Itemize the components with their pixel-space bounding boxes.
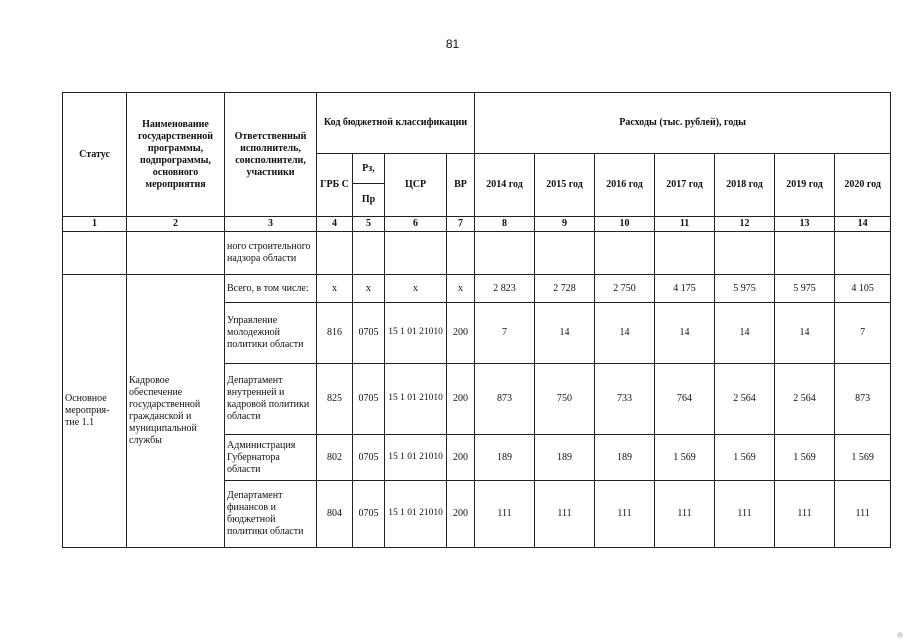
header-year-2019: 2019 год — [775, 154, 835, 217]
value-cell: 873 — [475, 364, 535, 435]
value-cell: 750 — [535, 364, 595, 435]
grbs-cell: 804 — [317, 481, 353, 548]
column-number: 5 — [353, 217, 385, 232]
header-vr: ВР — [447, 154, 475, 217]
value-cell: 111 — [475, 481, 535, 548]
column-number: 14 — [835, 217, 891, 232]
header-status: Статус — [63, 93, 127, 217]
rzpr-cell: х — [353, 275, 385, 303]
column-number: 3 — [225, 217, 317, 232]
value-cell: 764 — [655, 364, 715, 435]
vr-cell: 200 — [447, 364, 475, 435]
header-year-2018: 2018 год — [715, 154, 775, 217]
rzpr-cell: 0705 — [353, 303, 385, 364]
main-event-name: Кадровое обеспечение государственной гражданской и муниципальной службы — [127, 275, 225, 548]
vr-cell: х — [447, 275, 475, 303]
value-cell: 2 564 — [775, 364, 835, 435]
value-cell: 7 — [475, 303, 535, 364]
header-csr: ЦСР — [385, 154, 447, 217]
column-number: 10 — [595, 217, 655, 232]
executor-cell: Всего, в том числе: — [225, 275, 317, 303]
value-cell: 14 — [715, 303, 775, 364]
value-cell: 2 823 — [475, 275, 535, 303]
value-cell: 14 — [535, 303, 595, 364]
value-cell: 189 — [475, 435, 535, 481]
value-cell: 7 — [835, 303, 891, 364]
vr-cell: 200 — [447, 303, 475, 364]
value-cell: 1 569 — [655, 435, 715, 481]
rzpr-cell: 0705 — [353, 481, 385, 548]
column-number-row — [63, 217, 891, 232]
rzpr-cell: 0705 — [353, 435, 385, 481]
value-cell: 189 — [595, 435, 655, 481]
page-number: 81 — [445, 37, 460, 51]
header-program-name: Наименование государственной программы, подпрограммы, основного мероприятия — [127, 93, 225, 217]
value-cell: 111 — [595, 481, 655, 548]
header-year-2020: 2020 год — [835, 154, 891, 217]
executor-cell: Администрация Губернатора области — [225, 435, 317, 481]
csr-cell: х — [385, 275, 447, 303]
main-event-status: Основное мероприя- тие 1.1 — [63, 275, 127, 548]
value-cell: 1 569 — [775, 435, 835, 481]
header-year-2016: 2016 год — [595, 154, 655, 217]
column-number: 2 — [127, 217, 225, 232]
csr-cell: 15 1 01 21010 — [385, 435, 447, 481]
value-cell: 14 — [655, 303, 715, 364]
header-year-2015: 2015 год — [535, 154, 595, 217]
value-cell: 733 — [595, 364, 655, 435]
executor-cell: Департамент внутренней и кадровой политики области — [225, 364, 317, 435]
continuation-executor: ного строительного надзора области — [225, 232, 317, 275]
value-cell: 1 569 — [715, 435, 775, 481]
scan-mark-dot — [897, 632, 903, 638]
grbs-cell: х — [317, 275, 353, 303]
value-cell: 1 569 — [835, 435, 891, 481]
header-rz: Рз, — [353, 154, 385, 184]
value-cell: 5 975 — [715, 275, 775, 303]
vr-cell: 200 — [447, 435, 475, 481]
column-number: 4 — [317, 217, 353, 232]
rzpr-cell: 0705 — [353, 364, 385, 435]
header-expenses: Расходы (тыс. рублей), годы — [475, 93, 891, 154]
value-cell: 4 175 — [655, 275, 715, 303]
value-cell: 873 — [835, 364, 891, 435]
value-cell: 111 — [535, 481, 595, 548]
executor-cell: Управление молодежной политики области — [225, 303, 317, 364]
column-number: 9 — [535, 217, 595, 232]
value-cell: 111 — [655, 481, 715, 548]
header-year-2017: 2017 год — [655, 154, 715, 217]
grbs-cell: 802 — [317, 435, 353, 481]
header-executor: Ответственный исполнитель, соисполнители, участники — [225, 93, 317, 217]
header-budget-code: Код бюджетной классификации — [317, 93, 475, 154]
executor-cell: Департамент финансов и бюджетной политики области — [225, 481, 317, 548]
value-cell: 14 — [595, 303, 655, 364]
value-cell: 111 — [715, 481, 775, 548]
value-cell: 2 564 — [715, 364, 775, 435]
header-pr: Пр — [353, 184, 385, 217]
grbs-cell: 825 — [317, 364, 353, 435]
budget-table — [62, 92, 891, 548]
value-cell: 5 975 — [775, 275, 835, 303]
header-year-2014: 2014 год — [475, 154, 535, 217]
value-cell: 111 — [835, 481, 891, 548]
column-number: 13 — [775, 217, 835, 232]
grbs-cell: 816 — [317, 303, 353, 364]
vr-cell: 200 — [447, 481, 475, 548]
column-number: 12 — [715, 217, 775, 232]
column-number: 1 — [63, 217, 127, 232]
csr-cell: 15 1 01 21010 — [385, 303, 447, 364]
column-number: 8 — [475, 217, 535, 232]
column-number: 6 — [385, 217, 447, 232]
csr-cell: 15 1 01 21010 — [385, 481, 447, 548]
table-row — [63, 275, 891, 303]
value-cell: 2 750 — [595, 275, 655, 303]
column-number: 7 — [447, 217, 475, 232]
column-number: 11 — [655, 217, 715, 232]
csr-cell: 15 1 01 21010 — [385, 364, 447, 435]
value-cell: 2 728 — [535, 275, 595, 303]
header-grbs: ГРБ С — [317, 154, 353, 217]
value-cell: 111 — [775, 481, 835, 548]
value-cell: 189 — [535, 435, 595, 481]
continuation-row — [63, 232, 891, 275]
value-cell: 14 — [775, 303, 835, 364]
value-cell: 4 105 — [835, 275, 891, 303]
